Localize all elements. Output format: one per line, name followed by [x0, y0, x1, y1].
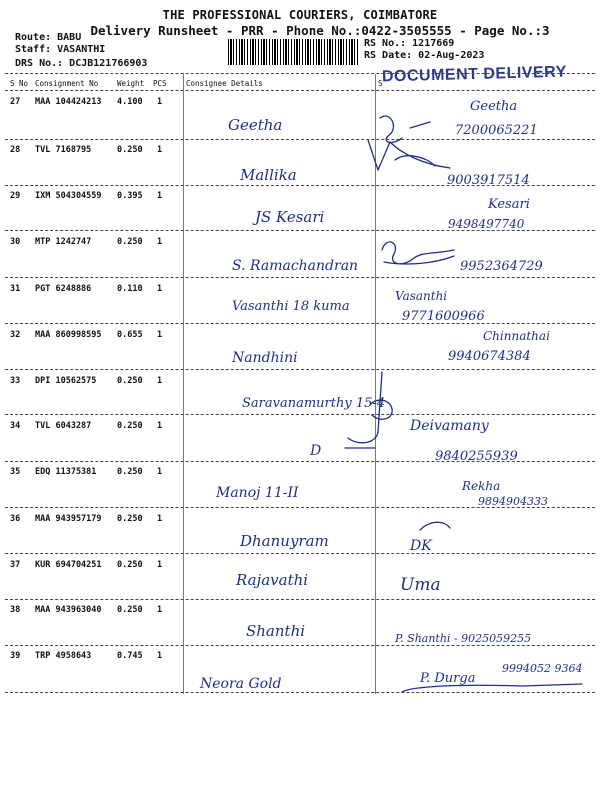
row-weight: 0.250 [117, 605, 143, 615]
rs-date: RS Date: 02-Aug-2023 [364, 50, 485, 61]
row-consignment-no: TRP 4958643 [35, 651, 92, 661]
receiver-phone-note: 9952364729 [460, 259, 543, 274]
row-sno: 39 [10, 651, 21, 661]
signature-scribble [380, 116, 430, 142]
consignee-handwriting: S. Ramachandran [232, 258, 359, 274]
row-weight: 0.250 [117, 467, 143, 477]
drs-number: DRS No.: DCJB121766903 [15, 58, 148, 69]
consignee-handwriting: Manoj 11-II [216, 485, 299, 501]
consignee-handwriting: Geetha [228, 116, 283, 134]
row-sno: 37 [10, 560, 21, 570]
receiver-phone-note: 9940674384 [448, 349, 531, 364]
row-sno: 34 [10, 421, 21, 431]
consignee-handwriting: Shanthi [246, 622, 306, 640]
row-weight: 0.745 [117, 651, 143, 661]
row-consignment-no: MAA 943957179 [35, 514, 102, 524]
consignee-handwriting: Mallika [240, 166, 297, 184]
row-weight: 0.655 [117, 330, 143, 340]
row-weight: 0.395 [117, 191, 143, 201]
row-sno: 33 [10, 376, 21, 386]
receiver-signature: Rekha [462, 479, 501, 493]
row-pcs: 1 [157, 330, 163, 340]
row-pcs: 1 [157, 467, 163, 477]
route-label: Route: BABU [15, 32, 82, 43]
col-header-pcs: PCS [153, 79, 167, 88]
consignee-handwriting: Rajavathi [236, 571, 309, 589]
row-consignment-no: MAA 943963040 [35, 605, 102, 615]
receiver-signature: Vasanthi [395, 289, 448, 303]
consignee-handwriting: D [310, 443, 322, 459]
receiver-signature: DK [410, 538, 432, 554]
signature-scribble [382, 242, 454, 264]
row-sno: 31 [10, 284, 21, 294]
row-consignment-no: EDQ 11375381 [35, 467, 97, 477]
staff-label: Staff: VASANTHI [15, 44, 106, 55]
row-pcs: 1 [157, 376, 163, 386]
row-weight: 0.250 [117, 376, 143, 386]
row-pcs: 1 [157, 651, 163, 661]
receiver-phone-note: 9894904333 [478, 495, 548, 508]
row-pcs: 1 [157, 145, 163, 155]
row-pcs: 1 [157, 514, 163, 524]
receiver-phone-note: 9771600966 [402, 309, 485, 324]
consignee-handwriting: Saravanamurthy 15-4 [242, 396, 386, 411]
row-weight: 0.250 [117, 237, 143, 247]
receiver-signature: Deivamany [410, 418, 489, 434]
row-sno: 36 [10, 514, 21, 524]
row-consignment-no: PGT 6248886 [35, 284, 92, 294]
row-pcs: 1 [157, 97, 163, 107]
row-pcs: 1 [157, 191, 163, 201]
row-weight: 4.100 [117, 97, 143, 107]
row-consignment-no: MAA 860998595 [35, 330, 102, 340]
row-sno: 30 [10, 237, 21, 247]
row-consignment-no: TVL 6043287 [35, 421, 92, 431]
row-pcs: 1 [157, 421, 163, 431]
row-consignment-no: MTP 1242747 [35, 237, 92, 247]
row-consignment-no: IXM 504304559 [35, 191, 102, 201]
col-header-sno: S No [10, 79, 29, 88]
consignee-handwriting: Vasanthi 18 kuma [232, 299, 350, 314]
receiver-signature: Geetha [470, 99, 518, 114]
row-weight: 0.250 [117, 560, 143, 570]
receiver-signature: Uma [400, 575, 441, 595]
row-weight: 0.250 [117, 421, 143, 431]
col-header-weight: Weight [117, 79, 145, 88]
row-sno: 29 [10, 191, 21, 201]
row-sno: 38 [10, 605, 21, 615]
signature-scribble [420, 522, 450, 530]
receiver-signature: Chinnathai [483, 329, 550, 343]
row-weight: 0.110 [117, 284, 143, 294]
row-pcs: 1 [157, 237, 163, 247]
consignee-handwriting: JS Kesari [255, 208, 325, 226]
row-sno: 35 [10, 467, 21, 477]
row-pcs: 1 [157, 605, 163, 615]
row-weight: 0.250 [117, 145, 143, 155]
receiver-phone-note: 9840255939 [435, 449, 518, 464]
receiver-signature: P. Shanthi - 9025059255 [395, 632, 532, 645]
runsheet-subtitle: Delivery Runsheet - PRR - Phone No.:0422-3505555 - Page No.:3 [90, 23, 550, 38]
consignee-handwriting: Neora Gold [200, 676, 282, 692]
row-consignment-no: TVL 7168795 [35, 145, 92, 155]
receiver-phone-note: 9003917514 [447, 173, 530, 188]
signature-scribble [368, 140, 450, 170]
consignee-handwriting: Dhanuyram [240, 532, 329, 550]
receiver-signature: P. Durga [420, 671, 476, 686]
consignee-handwriting: Nandhini [232, 350, 298, 366]
col-header-consignee: Consignee Details [186, 79, 263, 88]
receiver-phone-note: 9498497740 [448, 217, 525, 231]
receiver-signature: Kesari [488, 197, 530, 212]
row-consignment-no: MAA 104424213 [35, 97, 102, 107]
row-pcs: 1 [157, 284, 163, 294]
receiver-phone-note: 7200065221 [455, 123, 538, 138]
row-consignment-no: KUR 694704251 [35, 560, 102, 570]
row-sno: 27 [10, 97, 21, 107]
row-weight: 0.250 [117, 514, 143, 524]
row-sno: 32 [10, 330, 21, 340]
col-header-consignment: Consignment No [35, 79, 99, 88]
company-title: THE PROFESSIONAL COURIERS, COIMBATORE [162, 8, 438, 22]
row-sno: 28 [10, 145, 21, 155]
row-pcs: 1 [157, 560, 163, 570]
rs-number: RS No.: 1217669 [364, 38, 455, 49]
document-delivery-stamp: DOCUMENT DELIVERY [381, 63, 567, 86]
receiver-phone-note: 9994052 9364 [502, 662, 583, 675]
row-consignment-no: DPI 10562575 [35, 376, 97, 386]
col-header-sign: S [378, 79, 383, 88]
